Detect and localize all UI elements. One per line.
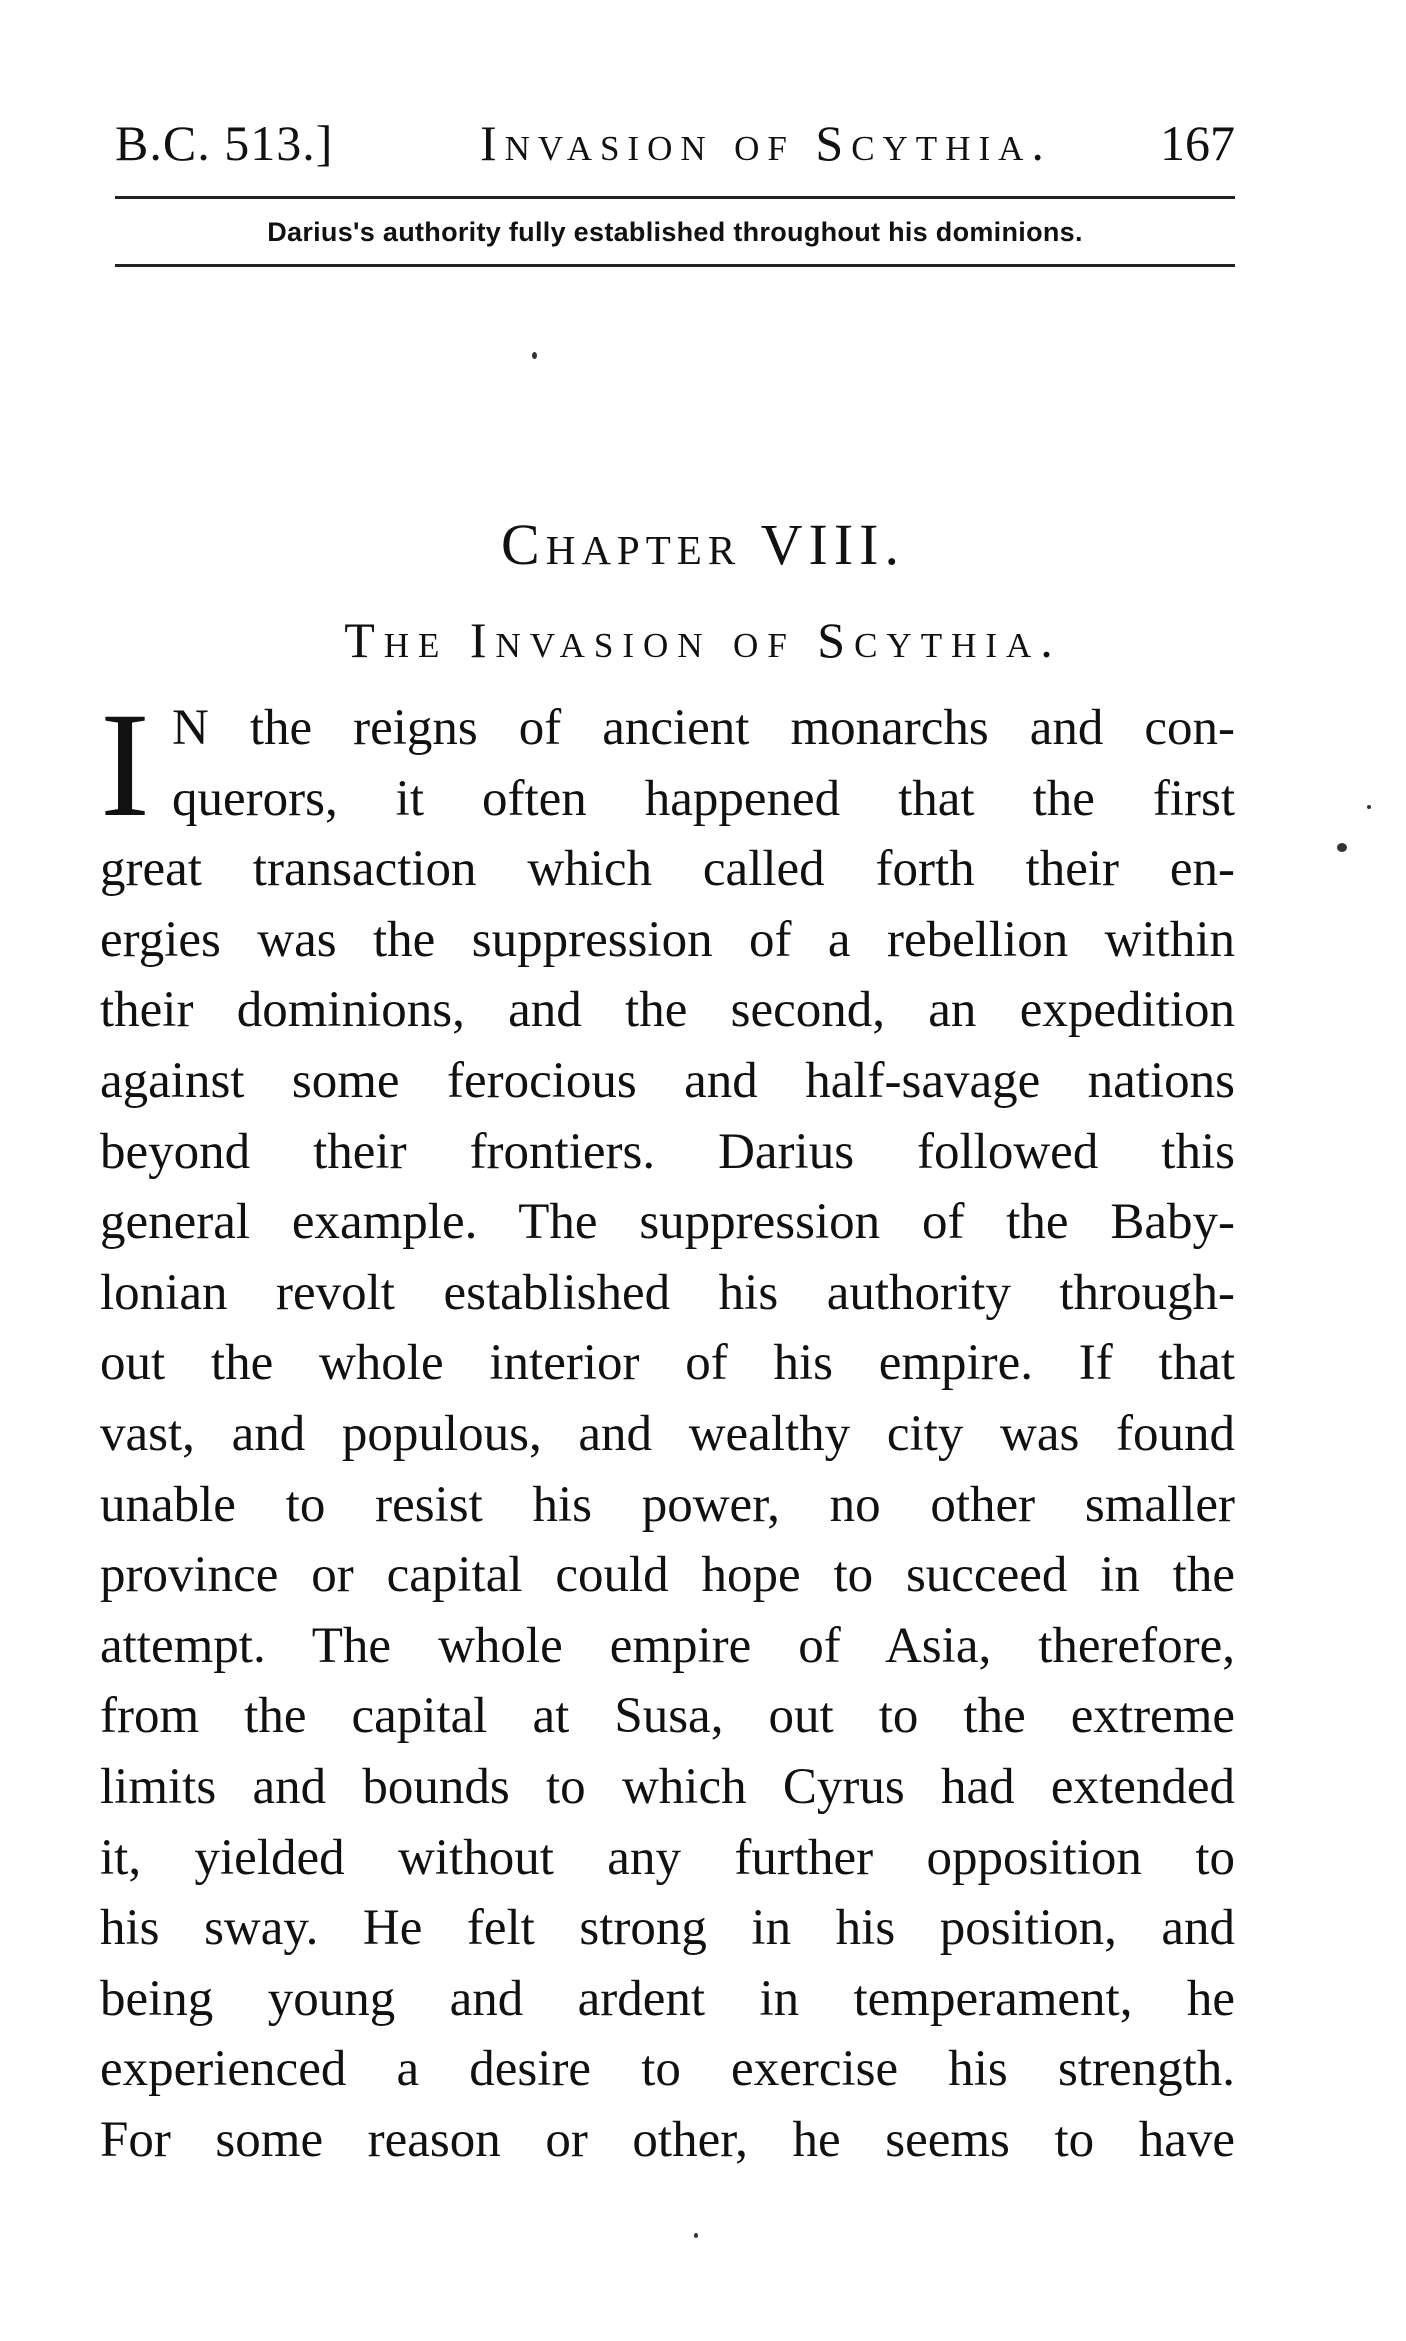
text-line: For some reason or other, he seems to have [100, 2111, 1235, 2168]
chapter-title: The Invasion of Scythia. [344, 612, 1062, 668]
text-line: querors, it often happened that the first [172, 770, 1235, 827]
text-line: great transaction which called forth their en- [100, 841, 1235, 898]
text-line: unable to resist his power, no other smaller [100, 1476, 1235, 1533]
text-line: against some ferocious and half-savage nations [100, 1052, 1235, 1109]
print-speck [532, 352, 537, 359]
text-line: being young and ardent in temperament, he [100, 1970, 1235, 2027]
running-head-date: B.C. 513.] [115, 115, 334, 171]
text-line: general example. The suppression of the Baby- [100, 1194, 1235, 1251]
header-rule-bottom [115, 264, 1235, 267]
text-line: their dominions, and the second, an expedition [100, 982, 1235, 1039]
print-speck [1337, 843, 1347, 852]
running-head [115, 108, 1235, 178]
running-head-title: Invasion of Scythia. [480, 115, 1052, 171]
body-text [100, 682, 1235, 2175]
text-line: his sway. He felt strong in his position, and [100, 1900, 1235, 1957]
text-line: from the capital at Susa, out to the extreme [100, 1688, 1235, 1745]
text-line: it, yielded without any further opposition to [100, 1829, 1235, 1886]
text-line: N the reigns of ancient monarchs and con- [172, 700, 1235, 756]
text-line: vast, and populous, and wealthy city was found [100, 1405, 1235, 1462]
print-speck [1367, 805, 1371, 809]
drop-cap: I [100, 682, 150, 848]
print-speck [694, 2233, 698, 2238]
text-line: attempt. The whole empire of Asia, therefore, [100, 1617, 1235, 1674]
text-line: ergies was the suppression of a rebellion within [100, 911, 1235, 968]
text-line: experienced a desire to exercise his strength. [100, 2041, 1235, 2098]
text-line: out the whole interior of his empire. If that [100, 1335, 1235, 1392]
text-line: lonian revolt established his authority through- [100, 1264, 1235, 1321]
page-subheading: Darius's authority fully established throughout his dominions. [267, 217, 1083, 247]
text-line: limits and bounds to which Cyrus had extended [100, 1758, 1235, 1815]
text-line: province or capital could hope to succeed in the [100, 1547, 1235, 1604]
text-line: beyond their frontiers. Darius followed this [100, 1123, 1235, 1180]
header-rule-top [115, 196, 1235, 199]
page-number: 167 [1160, 115, 1235, 171]
chapter-number: Chapter VIII. [501, 512, 905, 577]
